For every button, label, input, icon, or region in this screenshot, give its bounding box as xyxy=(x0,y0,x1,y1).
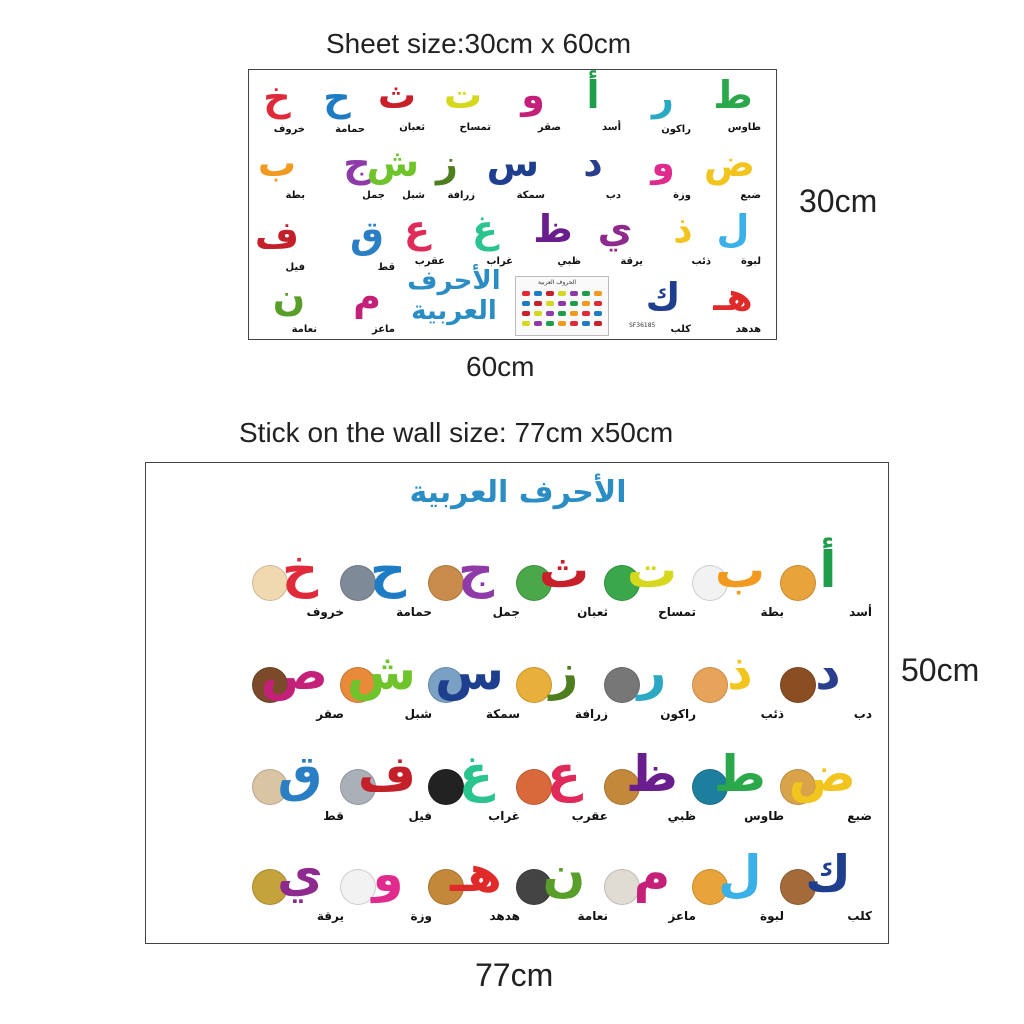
sheet-letter-glyph: ت xyxy=(443,73,483,117)
animal-word: وزة xyxy=(410,909,432,923)
animal-word: فيل xyxy=(408,809,432,823)
letter-glyph: ح xyxy=(369,541,407,599)
wall-size-caption: Stick on the wall size: 77cm x50cm xyxy=(239,417,674,448)
sheet-letter-glyph: ج xyxy=(343,141,371,185)
mini-letter-mark xyxy=(522,321,530,326)
letter-glyph: ت xyxy=(626,541,678,599)
letter-glyph: ص xyxy=(260,643,328,701)
sheet-animal-word: ذئب xyxy=(691,256,711,267)
mini-letter-mark xyxy=(582,311,590,316)
letter-glyph: د xyxy=(815,643,841,701)
sheet-letter-glyph: ن xyxy=(272,275,306,319)
animal-word: أسد xyxy=(849,605,872,619)
mini-letter-mark xyxy=(594,301,602,306)
animal-word: نعامة xyxy=(577,909,608,923)
sheet-animal-word: سمكة xyxy=(516,190,545,201)
animal-word: ثعبان xyxy=(577,605,608,619)
sheet-animal-word: راكون xyxy=(661,124,691,135)
sheet-animal-word: بطة xyxy=(285,190,305,201)
letter-glyph: ب xyxy=(714,541,766,599)
mini-letter-mark xyxy=(546,291,554,296)
sheet-animal-word: دب xyxy=(605,190,621,201)
letter-glyph: ش xyxy=(347,643,416,701)
animal-word: كلب xyxy=(847,909,872,923)
letter-glyph: غ xyxy=(458,745,494,803)
sheet-animal-word: فيل xyxy=(285,262,305,273)
mini-letter-mark xyxy=(594,321,602,326)
mini-poster-thumbnail xyxy=(515,276,609,336)
animal-word: يرقة xyxy=(316,909,344,923)
letter-glyph: ز xyxy=(549,643,579,701)
letter-glyph: خ xyxy=(281,541,319,599)
animal-word: هدهد xyxy=(489,909,520,923)
mini-letter-mark xyxy=(546,311,554,316)
mini-letter-mark xyxy=(594,311,602,316)
sheet-animal-word: جمل xyxy=(362,190,385,201)
sheet-animal-word: طاوس xyxy=(727,122,761,133)
sheet-animal-word: ثعبان xyxy=(399,122,425,133)
letter-glyph: ق xyxy=(277,745,323,803)
sheet-letter-glyph: ذ xyxy=(673,207,693,251)
letter-glyph: ض xyxy=(788,745,856,803)
letter-glyph: ل xyxy=(718,845,762,903)
letter-glyph: ث xyxy=(538,541,590,599)
mini-letter-mark xyxy=(558,321,566,326)
animal-word: لبوة xyxy=(759,909,784,923)
letter-glyph: ر xyxy=(637,643,667,701)
mini-letter-mark xyxy=(570,301,578,306)
sheet-letter-glyph: س xyxy=(486,141,539,185)
mini-letter-mark xyxy=(582,291,590,296)
animal-word: سمكة xyxy=(485,707,520,721)
sheet-letter-glyph: ب xyxy=(257,141,297,185)
animal-word: دب xyxy=(853,707,872,721)
sheet-letter-glyph: ح xyxy=(323,75,351,119)
sheet-letter-glyph: ف xyxy=(254,213,299,257)
mini-letter-mark xyxy=(546,321,554,326)
sheet-letter-glyph: أ xyxy=(586,73,600,117)
sheet-letter-glyph: م xyxy=(353,275,381,319)
sheet-letter-glyph: ر xyxy=(652,75,674,119)
letter-glyph: ف xyxy=(357,745,416,803)
sheet-width-caption: 60cm xyxy=(466,351,535,382)
animal-word: شبل xyxy=(404,707,432,721)
mini-letter-mark xyxy=(558,291,566,296)
sheet-letter-glyph: هـ xyxy=(713,275,753,319)
sheet-size-caption: Sheet size:30cm x 60cm xyxy=(326,28,632,59)
mini-letter-mark xyxy=(558,301,566,306)
animal-word: جمل xyxy=(492,605,520,619)
letter-glyph: س xyxy=(435,643,504,701)
sheet-letter-glyph: ق xyxy=(350,213,384,257)
wall-width-caption: 77cm xyxy=(475,957,554,993)
sheet-animal-word: ماعز xyxy=(372,324,395,335)
sheet-preview xyxy=(248,69,777,340)
animal-word: تمساح xyxy=(658,605,696,619)
letter-glyph: و xyxy=(372,845,404,903)
mini-letter-mark xyxy=(534,311,542,316)
sheet-letter-glyph: ض xyxy=(703,141,755,185)
animal-word: ذئب xyxy=(760,707,784,721)
animal-word: ظبي xyxy=(667,809,696,823)
mini-letter-mark xyxy=(558,311,566,316)
mini-letter-mark xyxy=(534,301,542,306)
mini-letter-mark xyxy=(522,311,530,316)
sheet-animal-word: عقرب xyxy=(414,256,445,267)
mini-letter-mark xyxy=(546,301,554,306)
sheet-title-line1: الأحرف xyxy=(407,266,501,296)
sheet-letter-glyph: ث xyxy=(377,73,417,117)
animal-word: طاوس xyxy=(744,809,784,823)
sheet-letter-glyph: ز xyxy=(436,141,458,185)
mini-letter-mark xyxy=(570,311,578,316)
mini-letter-mark xyxy=(534,321,542,326)
sheet-letter-glyph: ش xyxy=(366,141,419,185)
sheet-animal-word: لبوة xyxy=(740,256,761,267)
sheet-letter-glyph: غ xyxy=(472,207,498,251)
sheet-animal-word: خروف xyxy=(273,124,305,135)
sheet-animal-word: وزة xyxy=(673,190,691,201)
sheet-letter-glyph: د xyxy=(583,141,603,185)
sheet-letter-glyph: ظ xyxy=(533,207,573,251)
mini-poster-title: الحروف العربية xyxy=(538,279,577,286)
sheet-animal-word: هدهد xyxy=(735,324,761,335)
sheet-letter-glyph: ي xyxy=(597,207,633,251)
letter-glyph: ع xyxy=(546,745,582,803)
mini-letter-mark xyxy=(534,291,542,296)
animal-word: ضبع xyxy=(847,809,872,823)
wall-title: الأحرف العربية xyxy=(409,475,627,510)
sheet-letter-glyph: و xyxy=(521,73,545,117)
animal-word: بطة xyxy=(760,605,784,619)
letter-glyph: ذ xyxy=(727,643,753,701)
mini-letter-mark xyxy=(594,291,602,296)
letter-glyph: أ xyxy=(819,541,837,599)
sheet-animal-word: كلب xyxy=(670,324,691,335)
animal-word: ماعز xyxy=(668,909,696,923)
letter-glyph: ي xyxy=(277,845,323,903)
animal-word: صقر xyxy=(316,707,344,721)
sheet-animal-word: يرقة xyxy=(620,256,643,267)
sheet-title-line2: العربية xyxy=(411,296,497,326)
sheet-letter-glyph: و xyxy=(651,141,675,185)
sheet-animal-word: قط xyxy=(377,262,395,273)
sheet-height-caption: 30cm xyxy=(799,183,878,219)
animal-word: راكون xyxy=(660,707,696,721)
mini-letter-mark xyxy=(582,321,590,326)
sheet-letter-glyph: ك xyxy=(645,275,681,319)
sheet-animal-word: ظبي xyxy=(557,256,581,267)
letter-glyph: م xyxy=(633,845,671,903)
mini-letter-mark xyxy=(582,301,590,306)
letter-glyph: هـ xyxy=(450,845,502,903)
sheet-letter-glyph: ل xyxy=(716,207,750,251)
sheet-letter-glyph: خ xyxy=(263,75,291,119)
animal-word: زرافة xyxy=(574,707,608,721)
sheet-animal-word: أسد xyxy=(601,122,621,133)
letter-glyph: ط xyxy=(714,745,766,803)
sheet-animal-word: زرافة xyxy=(447,190,475,201)
wall-preview xyxy=(145,462,889,944)
sheet-animal-word: غراب xyxy=(486,256,513,267)
mini-letter-mark xyxy=(570,321,578,326)
sheet-animal-word: نعامة xyxy=(291,324,317,335)
sheet-animal-word: حمامة xyxy=(335,124,365,135)
animal-word: خروف xyxy=(306,605,344,619)
sheet-animal-word: ضبع xyxy=(740,190,761,201)
letter-glyph: ظ xyxy=(626,745,678,803)
letter-glyph: ن xyxy=(542,845,586,903)
mini-letter-mark xyxy=(570,291,578,296)
letter-glyph: ج xyxy=(457,541,495,599)
sheet-animal-word: تمساح xyxy=(459,122,491,133)
sheet-letter-glyph: ع xyxy=(404,207,430,251)
sheet-letter-glyph: ط xyxy=(713,73,753,117)
letter-glyph: ك xyxy=(805,845,851,903)
product-code: SF36185 xyxy=(629,322,656,329)
mini-letter-mark xyxy=(522,291,530,296)
animal-word: حمامة xyxy=(396,605,432,619)
sheet-animal-word: صقر xyxy=(537,122,561,133)
wall-height-caption: 50cm xyxy=(901,652,980,688)
mini-letter-mark xyxy=(522,301,530,306)
animal-word: قط xyxy=(323,809,344,823)
animal-word: غراب xyxy=(488,809,520,823)
sheet-animal-word: شبل xyxy=(402,190,425,201)
animal-word: عقرب xyxy=(571,809,608,823)
